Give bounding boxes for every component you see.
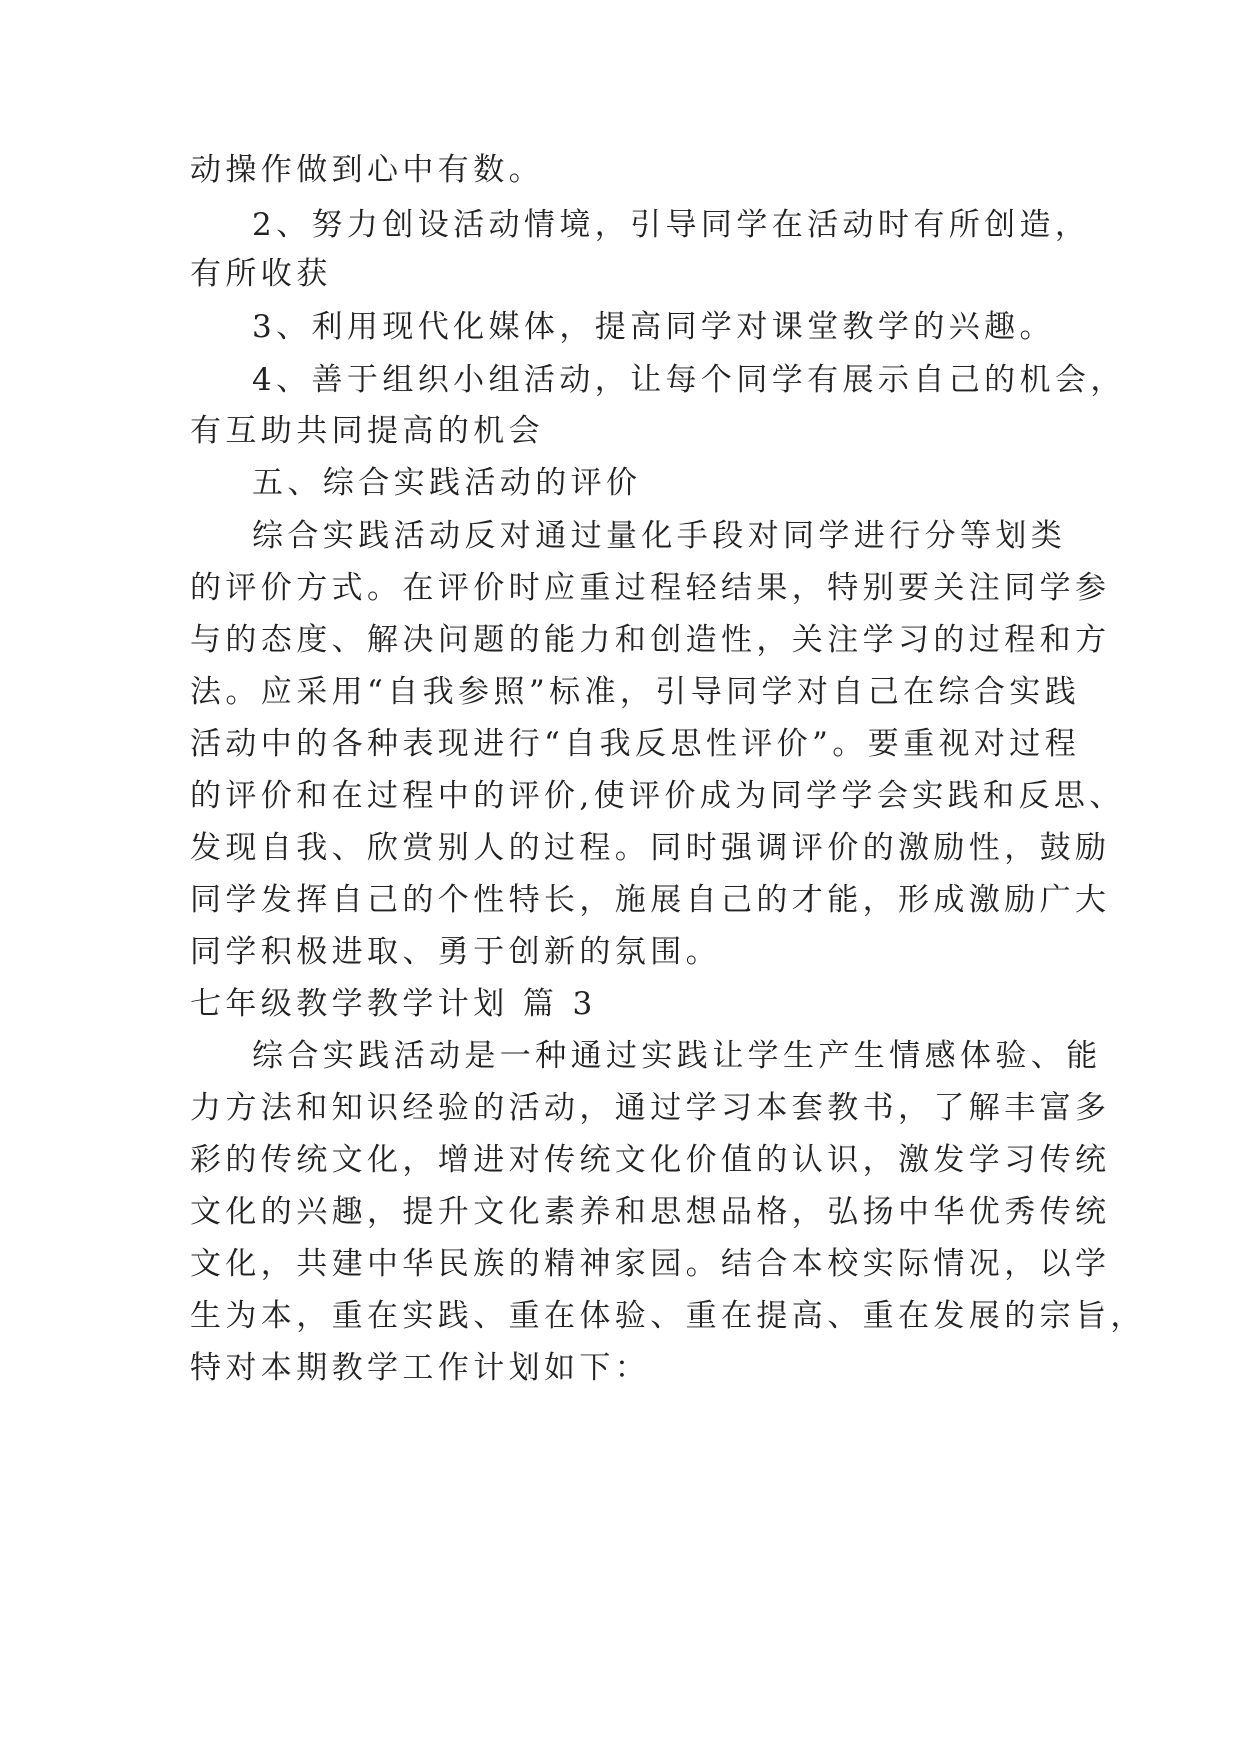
paragraph-line: 文化的兴趣，提升文化素养和思想品格，弘扬中华优秀传统 [190, 1194, 1111, 1230]
paragraph-line: 综合实践活动反对通过量化手段对同学进行分等划类 [252, 518, 1067, 554]
list-item-4: 4、善于组织小组活动，让每个同学有展示自己的机会， [252, 362, 1126, 398]
paragraph-line: 与的态度、解决问题的能力和创造性，关注学习的过程和方 [190, 622, 1111, 658]
paragraph-line: 生为本，重在实践、重在体验、重在提高、重在发展的宗旨， [190, 1298, 1146, 1334]
paragraph-line: 法。应采用“自我参照”标准，引导同学对自己在综合实践 [190, 674, 1081, 710]
list-item-3: 3、利用现代化媒体，提高同学对课堂教学的兴趣。 [252, 309, 1055, 345]
section-heading: 五、综合实践活动的评价 [252, 465, 642, 501]
article-heading: 七年级教学教学计划 篇 3 [190, 986, 597, 1022]
paragraph-line: 彩的传统文化，增进对传统文化价值的认识，激发学习传统 [190, 1142, 1111, 1178]
paragraph-line: 活动中的各种表现进行“自我反思性评价”。要重视对过程 [190, 726, 1081, 762]
text-line: 有所收获 [190, 256, 332, 292]
paragraph-line: 同学发挥自己的个性特长，施展自己的才能，形成激励广大 [190, 882, 1111, 918]
text-line: 动操作做到心中有数。 [190, 152, 544, 188]
text-line: 有互助共同提高的机会 [190, 413, 544, 449]
list-item-2: 2、努力创设活动情境，引导同学在活动时有所创造， [252, 207, 1091, 243]
paragraph-line: 同学积极进取、勇于创新的氛围。 [190, 934, 721, 970]
paragraph-line: 的评价方式。在评价时应重过程轻结果，特别要关注同学参 [190, 570, 1111, 606]
paragraph-line: 特对本期教学工作计划如下： [190, 1350, 651, 1386]
paragraph-line: 的评价和在过程中的评价,使评价成为同学学会实践和反思、 [190, 778, 1125, 814]
paragraph-line: 文化，共建中华民族的精神家园。结合本校实际情况，以学 [190, 1246, 1111, 1282]
paragraph-line: 力方法和知识经验的活动，通过学习本套教书，了解丰富多 [190, 1090, 1111, 1126]
paragraph-line: 综合实践活动是一种通过实践让学生产生情感体验、能 [252, 1038, 1102, 1074]
paragraph-line: 发现自我、欣赏别人的过程。同时强调评价的激励性，鼓励 [190, 830, 1111, 866]
